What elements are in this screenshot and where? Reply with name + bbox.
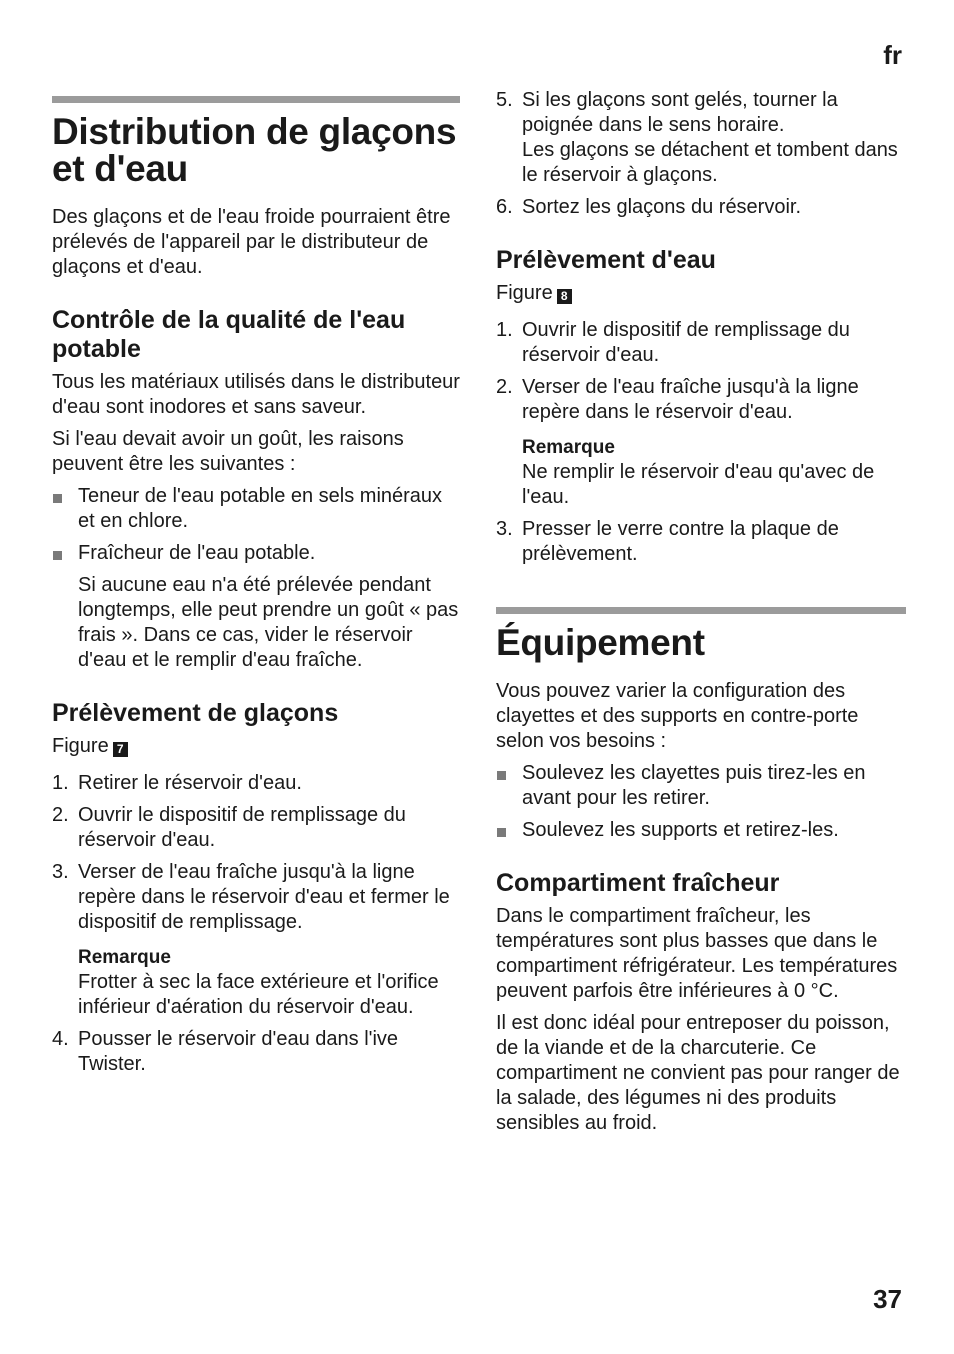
note-title: Remarque: [78, 947, 171, 968]
figure-label: Figure: [496, 282, 553, 304]
quality-paragraph-2: Si l'eau devait avoir un goût, les raisons peuvent être les suivantes :: [52, 428, 404, 475]
list-item: [52, 771, 460, 796]
intro-paragraph: Des glaçons et de l'eau froide pourraient être prélevés de l'appareil par le distributeur de glaçons et d'eau.: [52, 206, 451, 278]
left-column: [52, 88, 460, 1084]
step-text: Verser de l'eau fraîche jusqu'à la ligne repère dans le réservoir d'eau.: [522, 376, 859, 423]
quality-extra-paragraph: Si aucune eau n'a été prélevée pendant longtemps, elle peut prendre un goût « pas frais ». Dans ce cas, vider le réservoir d'eau et le remplir d'eau fraîche.: [78, 574, 459, 671]
step-number: 4.: [52, 1028, 69, 1050]
note-text: Ne remplir le réservoir d'eau qu'avec de l'eau.: [522, 461, 875, 508]
step-number: 3.: [52, 861, 69, 883]
list-item: [52, 860, 460, 935]
water-steps-list: [496, 318, 906, 425]
section-title-distribution: Distribution de glaçons et d'eau: [52, 111, 457, 189]
step-text: Pousser le réservoir d'eau dans l'ive Twister.: [78, 1028, 399, 1075]
step-subtext: Les glaçons se détachent et tombent dans le réservoir à glaçons.: [522, 139, 898, 186]
section-rule: [496, 607, 906, 614]
list-item: [496, 88, 906, 188]
list-item: [496, 195, 906, 220]
step-text: Si les glaçons sont gelés, tourner la poignée dans le sens horaire.: [522, 89, 838, 136]
step-number: 6.: [496, 196, 513, 218]
step-number: 2.: [496, 376, 513, 398]
quality-paragraph-1: Tous les matériaux utilisés dans le distributeur d'eau sont inodores et sans saveur.: [52, 371, 460, 418]
section-rule: [52, 96, 460, 103]
note-block: [52, 945, 460, 1020]
list-item: [496, 318, 906, 368]
figure-reference: [52, 734, 460, 759]
heading-water-quality: Contrôle de la qualité de l'eau potable: [52, 306, 406, 363]
water-steps-list-continued: [496, 517, 906, 567]
fresh-paragraph-2: Il est donc idéal pour entreposer du poisson, de la viande et de la charcuterie. Ce compartiment ne convient pas pour ranger de la salade, des légumes ni des produits sensibles au froid.: [496, 1012, 900, 1134]
step-number: 2.: [52, 804, 69, 826]
fresh-paragraph-1: Dans le compartiment fraîcheur, les températures sont plus basses que dans le compartiment réfrigérateur. Les températures peuvent parfois être inférieures à 0 °C.: [496, 905, 898, 1002]
list-item: [52, 1027, 460, 1077]
step-text: Ouvrir le dispositif de remplissage du réservoir d'eau.: [522, 319, 850, 366]
figure-number-badge: 7: [113, 742, 128, 757]
page-number: 37: [873, 1284, 902, 1314]
list-item: [52, 803, 460, 853]
list-item: Soulevez les clayettes puis tirez-les en avant pour les retirer.: [496, 761, 906, 811]
equipment-bullet-list: [496, 761, 906, 843]
step-text: Ouvrir le dispositif de remplissage du réservoir d'eau.: [78, 804, 406, 851]
note-text: Frotter à sec la face extérieure et l'orifice inférieur d'aération du réservoir d'eau.: [78, 971, 439, 1018]
note-block: [496, 435, 906, 510]
right-column: [496, 88, 906, 1143]
step-text: Sortez les glaçons du réservoir.: [522, 196, 802, 218]
step-text: Presser le verre contre la plaque de prélèvement.: [522, 518, 839, 565]
section-title-equipment: Équipement: [496, 622, 705, 663]
figure-reference: [496, 281, 906, 306]
heading-water-dispensing: Prélèvement d'eau: [496, 246, 716, 274]
ice-steps-list: [52, 771, 460, 935]
figure-number-badge: 8: [557, 289, 572, 304]
step-number: 1.: [52, 772, 69, 794]
note-title: Remarque: [522, 437, 615, 458]
quality-bullet-list: [52, 484, 460, 566]
ice-steps-list-right: [496, 88, 906, 220]
list-item: [496, 375, 906, 425]
list-item: [496, 517, 906, 567]
language-tag: fr: [883, 40, 902, 70]
ice-steps-list-continued: [52, 1027, 460, 1077]
step-number: 1.: [496, 319, 513, 341]
step-text: Verser de l'eau fraîche jusqu'à la ligne repère dans le réservoir d'eau et fermer le dispositif de remplissage.: [78, 861, 450, 933]
heading-ice-dispensing: Prélèvement de glaçons: [52, 699, 339, 727]
heading-fresh-compartment: Compartiment fraîcheur: [496, 869, 780, 897]
step-text: Retirer le réservoir d'eau.: [78, 772, 302, 794]
list-item: Teneur de l'eau potable en sels minéraux et en chlore.: [52, 484, 460, 534]
list-item: Fraîcheur de l'eau potable.: [52, 541, 460, 566]
equipment-intro: Vous pouvez varier la configuration des clayettes et des supports en contre-porte selon vos besoins :: [496, 680, 859, 752]
step-number: 3.: [496, 518, 513, 540]
equipment-section: [496, 607, 906, 1136]
step-number: 5.: [496, 89, 513, 111]
figure-label: Figure: [52, 735, 109, 757]
list-item: Soulevez les supports et retirez-les.: [496, 818, 906, 843]
